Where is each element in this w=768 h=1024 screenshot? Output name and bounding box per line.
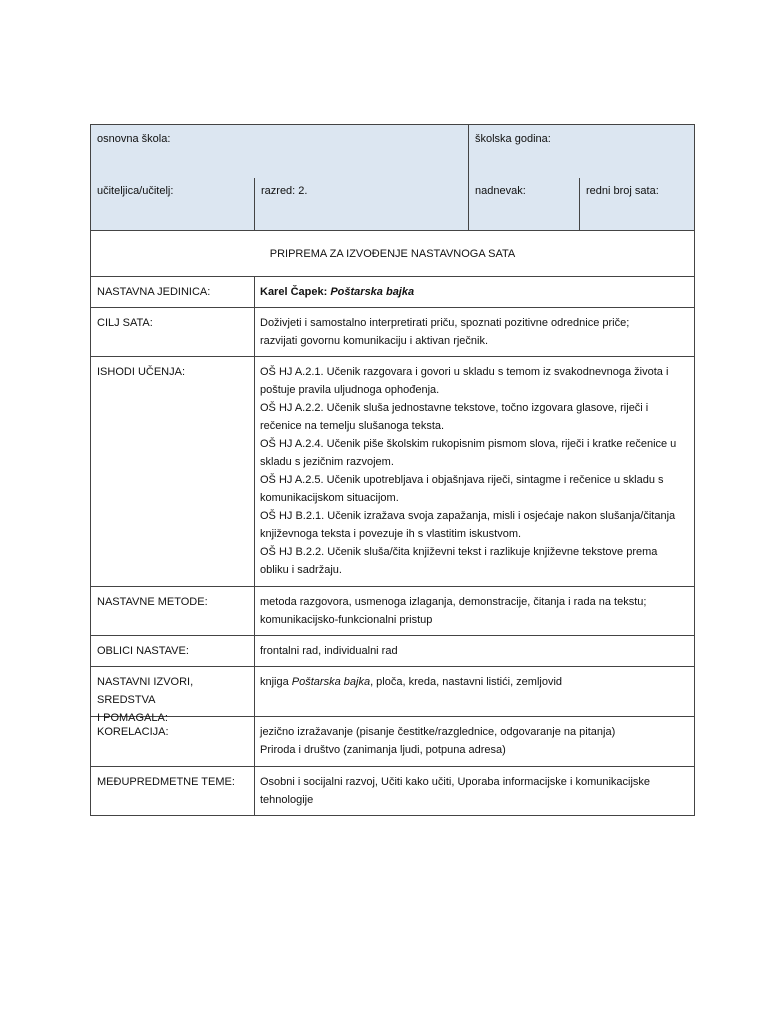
correlation-label: KORELACIJA: xyxy=(97,726,169,738)
header-row-1 xyxy=(91,125,694,178)
outcomes-value xyxy=(254,357,694,586)
row-goal xyxy=(91,308,694,357)
row-forms xyxy=(91,636,694,667)
row-correlation xyxy=(91,717,694,767)
outcome-line: OŠ HJ B.2.1. Učenik izražava svoja zapažanja, misli i osjećaje nakon slušanja/čitanja xyxy=(260,510,676,522)
themes-line: tehnologije xyxy=(260,794,314,806)
correlation-line: jezično izražavanje (pisanje čestitke/razglednice, odgovaranje na pitanja) xyxy=(260,726,616,738)
goal-line: razvijati govornu komunikaciju i aktivan rječnik. xyxy=(260,335,489,347)
row-outcomes xyxy=(91,357,694,587)
forms-label: OBLICI NASTAVE: xyxy=(97,645,189,657)
row-themes xyxy=(91,767,694,815)
row-unit xyxy=(91,277,694,308)
unit-label: NASTAVNA JEDINICA: xyxy=(97,286,211,298)
unit-work: Poštarska bajka xyxy=(330,286,415,298)
lesson-number-label: redni broj sata: xyxy=(579,178,694,230)
goal-label: CILJ SATA: xyxy=(97,317,153,329)
outcome-line: OŠ HJ A.2.1. Učenik razgovara i govori u skladu s temom iz svakodnevnoga života i xyxy=(260,366,669,378)
outcome-line: OŠ HJ A.2.2. Učenik sluša jednostavne tekstove, točno izgovara glasove, riječi i xyxy=(260,402,649,414)
row-sources xyxy=(91,667,694,724)
methods-line: metoda razgovora, usmenoga izlaganja, demonstracije, čitanja i rada na tekstu; xyxy=(260,596,647,608)
goal-value xyxy=(254,308,694,356)
sources-label xyxy=(91,667,254,724)
forms-line: frontalni rad, individualni rad xyxy=(260,645,398,657)
forms-value xyxy=(254,636,694,666)
sources-post: , ploča, kreda, nastavni listići, zemljovid xyxy=(370,676,563,688)
document-title: PRIPREMA ZA IZVOĐENJE NASTAVNOGA SATA xyxy=(269,247,516,260)
themes-label: MEĐUPREDMETNE TEME: xyxy=(97,776,235,788)
outcome-line: poštuje pravila uljudnoga ophođenja. xyxy=(260,384,440,396)
sources-pre: knjiga xyxy=(260,676,292,688)
sources-label-line: I POMAGALA: xyxy=(97,712,168,724)
unit-value xyxy=(254,277,694,307)
sources-value xyxy=(254,667,694,716)
methods-label: NASTAVNE METODE: xyxy=(97,596,208,608)
outcome-line: obliku i sadržaju. xyxy=(260,564,342,576)
date-label: nadnevak: xyxy=(468,178,579,230)
grade-label: razred: 2. xyxy=(254,178,468,230)
title-row xyxy=(91,231,694,277)
outcome-line: OŠ HJ B.2.2. Učenik sluša/čita književni tekst i razlikuje književne tekstove prema xyxy=(260,546,658,558)
school-label: osnovna škola: xyxy=(97,133,171,145)
row-methods xyxy=(91,587,694,636)
outcome-line: skladu s jezičnim razvojem. xyxy=(260,456,394,468)
school-year-label: školska godina: xyxy=(468,125,694,178)
outcome-line: komunikacijskom situacijom. xyxy=(260,492,399,504)
sources-book: Poštarska bajka xyxy=(291,676,371,688)
correlation-line: Priroda i društvo (zanimanja ljudi, potpuna adresa) xyxy=(260,744,506,756)
correlation-value xyxy=(254,717,694,766)
header-row-2 xyxy=(91,178,694,230)
outcome-line: rečenice na temelju slušanoga teksta. xyxy=(260,420,445,432)
outcome-line: OŠ HJ A.2.4. Učenik piše školskim rukopisnim pismom slova, riječi i kratke rečenice u xyxy=(260,438,677,450)
sources-label-line: NASTAVNI IZVORI, SREDSTVA xyxy=(97,676,194,706)
header-block xyxy=(91,125,694,231)
goal-line: Doživjeti i samostalno interpretirati priču, spoznati pozitivne odrednice priče; xyxy=(260,317,630,329)
methods-value xyxy=(254,587,694,635)
teacher-label: učiteljica/učitelj: xyxy=(97,185,174,197)
outcomes-label: ISHODI UČENJA: xyxy=(97,366,186,378)
themes-value xyxy=(254,767,694,815)
unit-author: Karel Čapek: xyxy=(260,286,328,298)
lesson-plan-table xyxy=(90,124,695,816)
methods-line: komunikacijsko-funkcionalni pristup xyxy=(260,614,433,626)
themes-line: Osobni i socijalni razvoj, Učiti kako učiti, Uporaba informacijske i komunikacijske xyxy=(260,776,651,788)
outcome-line: književnoga teksta i povezuje ih s vlastitim iskustvom. xyxy=(260,528,522,540)
outcome-line: OŠ HJ A.2.5. Učenik upotrebljava i objašnjava riječi, sintagme i rečenice u skladu s xyxy=(260,474,664,486)
